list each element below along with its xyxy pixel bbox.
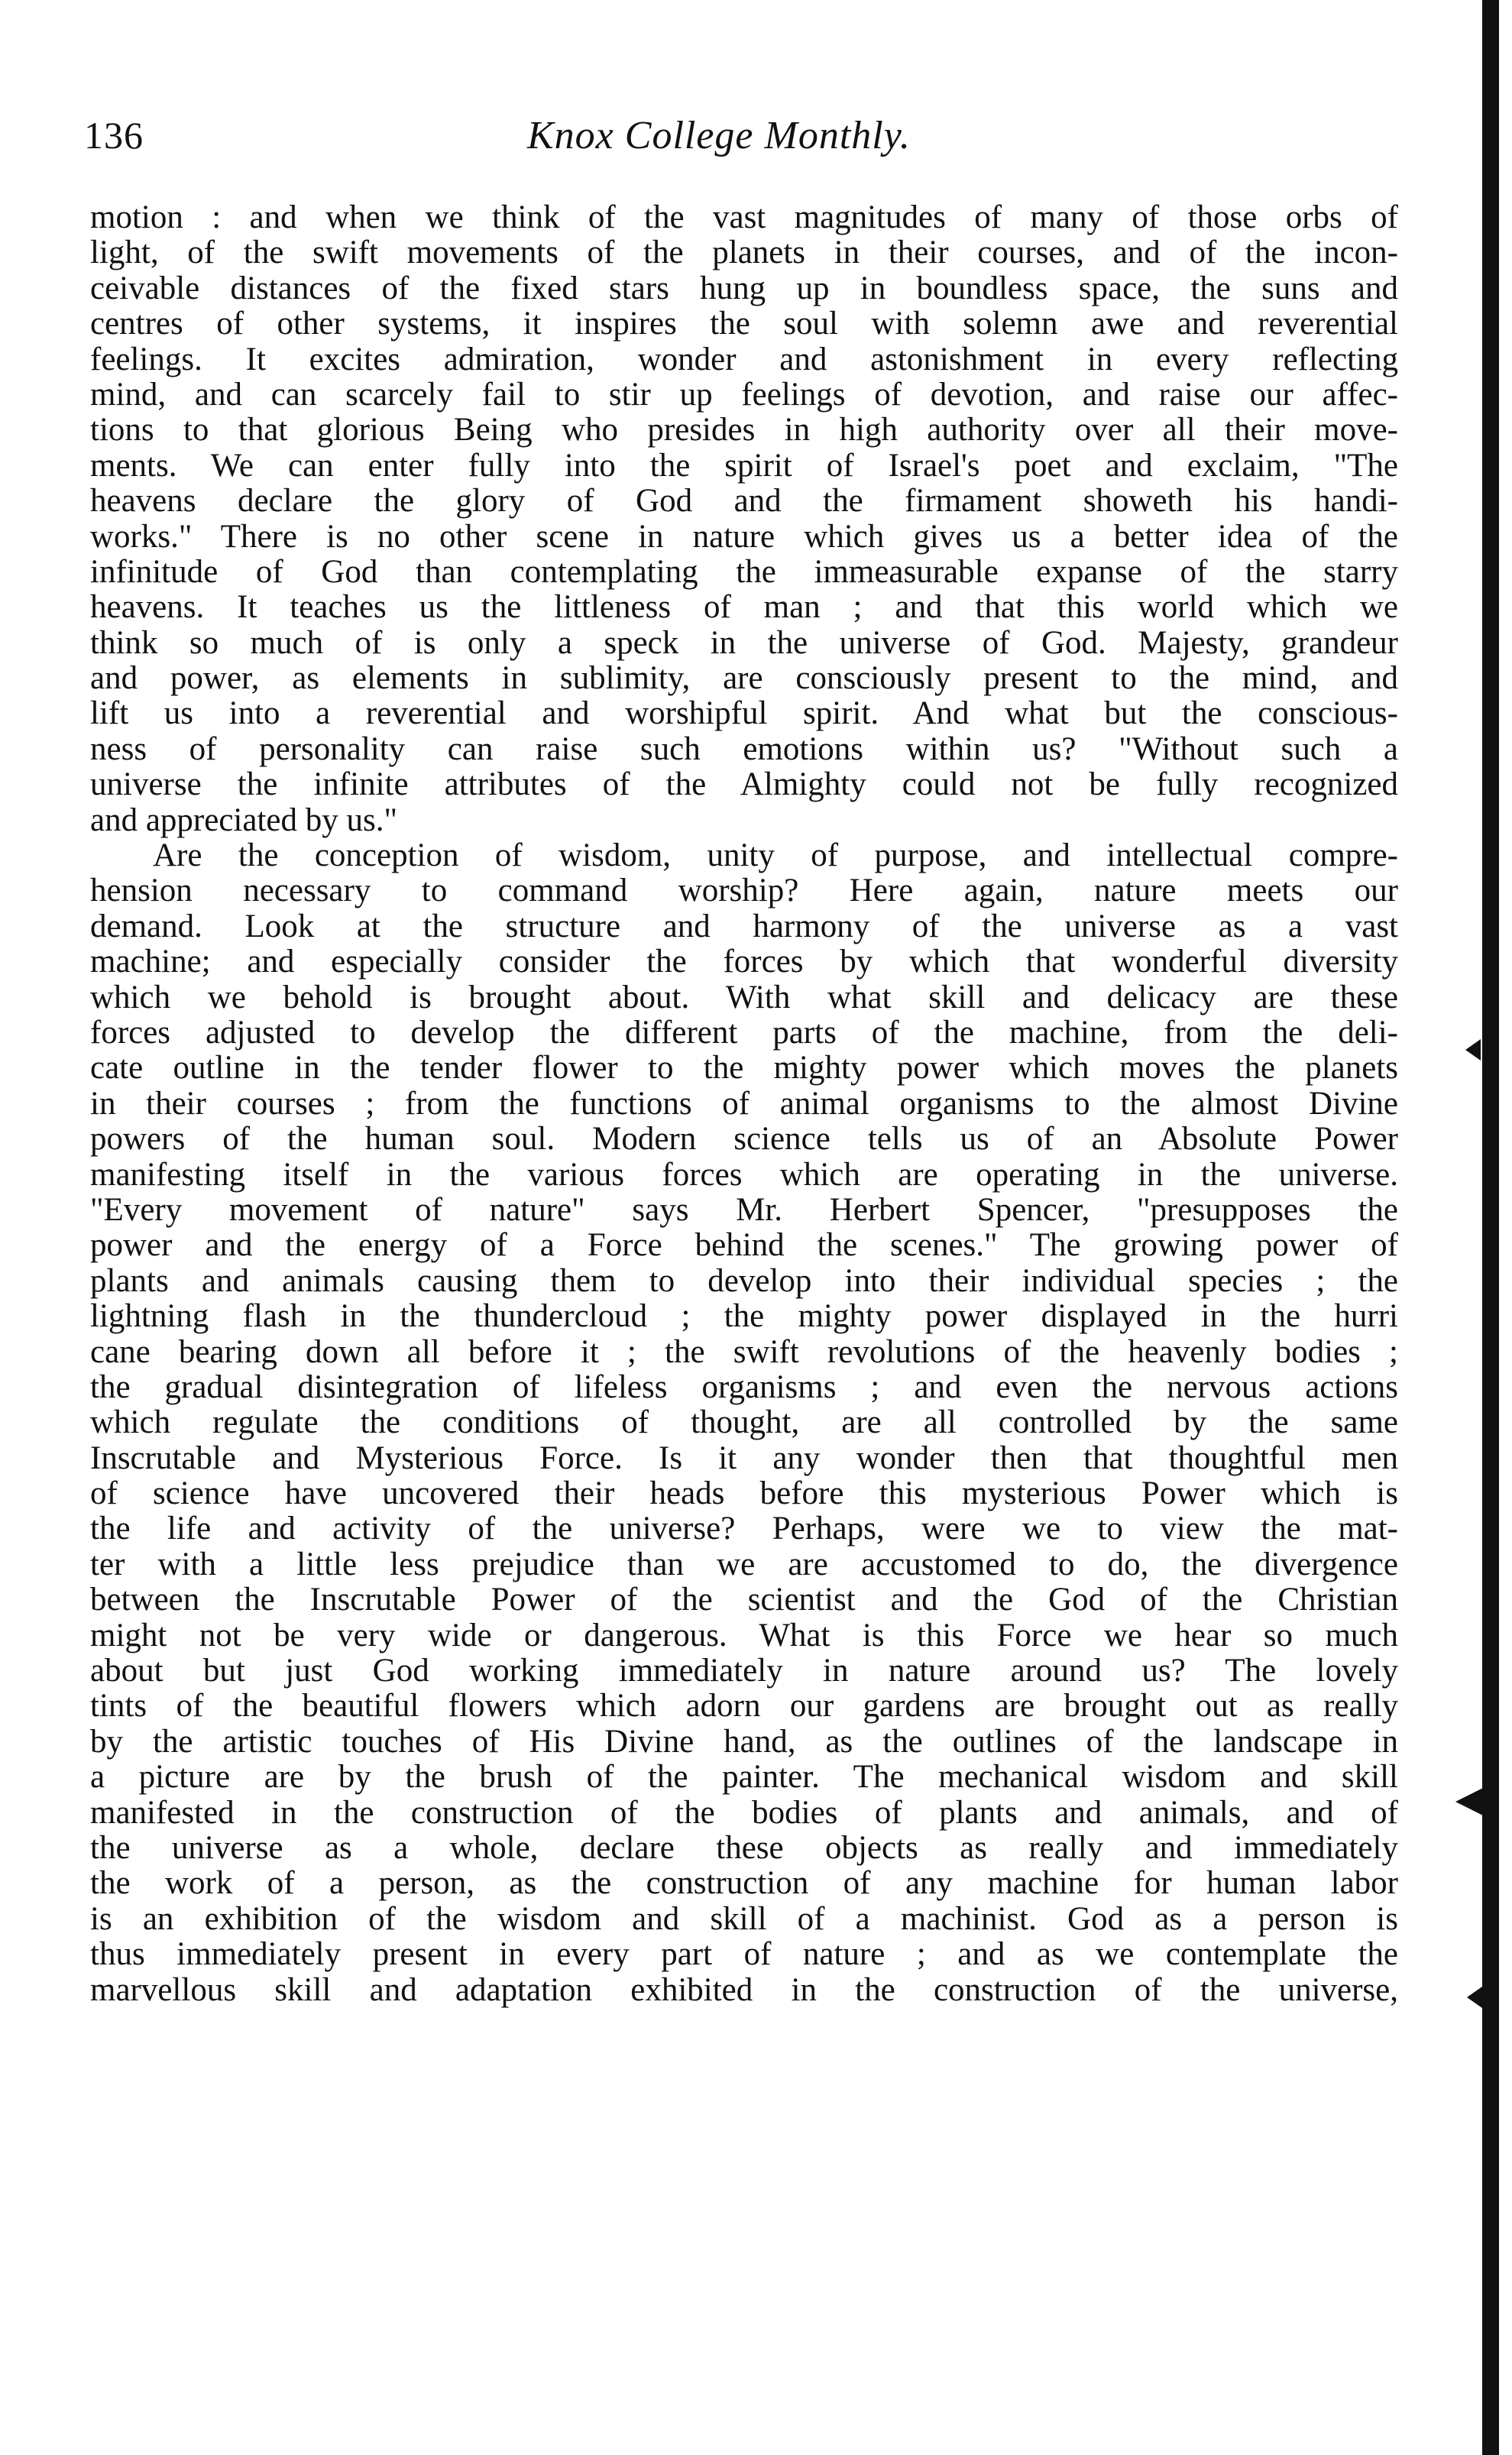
text-line: ceivable distances of the fixed stars hung up in boundless space, the suns and	[90, 270, 1398, 306]
edge-mark	[1455, 1788, 1483, 1815]
text-line: power and the energy of a Force behind the scenes." The growing power of	[90, 1228, 1398, 1264]
page-edge-shadow	[1482, 0, 1499, 2455]
text-line: which regulate the conditions of thought, are all controlled by the same	[90, 1405, 1398, 1441]
text-line: demand. Look at the structure and harmony of the universe as a vast	[90, 908, 1398, 944]
text-line: between the Inscrutable Power of the scientist and the God of the Christian	[90, 1582, 1398, 1618]
text-line: marvellous skill and adaptation exhibited in the construction of the universe,	[90, 1972, 1398, 2008]
text-line: by the artistic touches of His Divine hand, as the outlines of the landscape in	[90, 1724, 1398, 1760]
text-line: Inscrutable and Mysterious Force. Is it any wonder then that thoughtful men	[90, 1440, 1398, 1476]
text-line: cate outline in the tender flower to the mighty power which moves the planets	[90, 1051, 1398, 1087]
text-line: hension necessary to command worship? Here again, nature meets our	[90, 873, 1398, 909]
text-line: motion : and when we think of the vast magnitudes of many of those orbs of	[90, 200, 1398, 235]
text-line: forces adjusted to develop the different parts of the machine, from the deli-	[90, 1015, 1398, 1051]
text-line: is an exhibition of the wisdom and skill of a machinist. God as a person is	[90, 1901, 1398, 1937]
text-line: cane bearing down all before it ; the swift revolutions of the heavenly bodies ;	[90, 1334, 1398, 1370]
running-title: Knox College Monthly.	[527, 114, 911, 157]
text-line: heavens declare the glory of God and the firmament showeth his handi-	[90, 484, 1398, 520]
text-line: lift us into a reverential and worshipful spirit. And what but the conscious-	[90, 696, 1398, 732]
text-line: universe the infinite attributes of the Almighty could not be fully recognized	[90, 767, 1398, 803]
text-line: and appreciated by us."	[90, 802, 398, 838]
text-line: lightning flash in the thundercloud ; the mighty power displayed in the hurri	[90, 1299, 1398, 1335]
text-line: the universe as a whole, declare these objects as really and immediately	[90, 1830, 1398, 1866]
text-line: manifesting itself in the various forces which are operating in the universe.	[90, 1157, 1398, 1193]
text-line: thus immediately present in every part of nature ; and as we contemplate the	[90, 1937, 1398, 1973]
body-text	[90, 200, 1398, 2008]
text-line: powers of the human soul. Modern science tells us of an Absolute Power	[90, 1122, 1398, 1158]
text-line: which we behold is brought about. With what skill and delicacy are these	[90, 980, 1398, 1015]
text-line: the life and activity of the universe? Perhaps, were we to view the mat-	[90, 1511, 1398, 1547]
edge-mark	[1465, 1039, 1481, 1061]
text-line: feelings. It excites admiration, wonder and astonishment in every reflecting	[90, 342, 1398, 377]
text-line: might not be very wide or dangerous. What is this Force we hear so much	[90, 1618, 1398, 1653]
text-line: ter with a little less prejudice than we are accustomed to do, the divergence	[90, 1547, 1398, 1582]
text-line: a picture are by the brush of the painter. The mechanical wisdom and skill	[90, 1760, 1398, 1796]
text-line: about but just God working immediately in nature around us? The lovely	[90, 1653, 1398, 1689]
text-line: infinitude of God than contemplating the immeasurable expanse of the starry	[90, 554, 1398, 590]
text-line: light, of the swift movements of the planets in their courses, and of the incon-	[90, 235, 1398, 271]
page-number: 136	[84, 114, 144, 157]
text-line: tints of the beautiful flowers which adorn our gardens are brought out as really	[90, 1689, 1398, 1725]
text-line: mind, and can scarcely fail to stir up feelings of devotion, and raise our affec-	[90, 377, 1398, 413]
text-line: the gradual disintegration of lifeless organisms ; and even the nervous actions	[90, 1369, 1398, 1405]
text-line: and power, as elements in sublimity, are consciously present to the mind, and	[90, 661, 1398, 697]
text-line: works." There is no other scene in nature which gives us a better idea of the	[90, 519, 1398, 555]
text-line: Are the conception of wisdom, unity of purpose, and intellectual compre-	[153, 838, 1398, 874]
text-line: think so much of is only a speck in the universe of God. Majesty, grandeur	[90, 625, 1398, 661]
text-line: "Every movement of nature" says Mr. Herbert Spencer, "presupposes the	[90, 1192, 1398, 1228]
text-line: ments. We can enter fully into the spirit of Israel's poet and exclaim, "The	[90, 448, 1398, 484]
text-line: plants and animals causing them to develop into their individual species ; the	[90, 1263, 1398, 1299]
edge-mark	[1467, 1987, 1482, 2008]
text-line: the work of a person, as the construction of any machine for human labor	[90, 1866, 1398, 1902]
text-line: ness of personality can raise such emotions within us? "Without such a	[90, 731, 1398, 767]
text-line: in their courses ; from the functions of animal organisms to the almost Divine	[90, 1086, 1398, 1122]
text-line: machine; and especially consider the forces by which that wonderful diversity	[90, 944, 1398, 980]
page-header	[84, 113, 1383, 174]
text-line: centres of other systems, it inspires the soul with solemn awe and reverential	[90, 306, 1398, 342]
text-line: heavens. It teaches us the littleness of man ; and that this world which we	[90, 590, 1398, 626]
text-line: of science have uncovered their heads before this mysterious Power which is	[90, 1476, 1398, 1512]
text-line: tions to that glorious Being who presides in high authority over all their move-	[90, 413, 1398, 449]
text-line: manifested in the construction of the bodies of plants and animals, and of	[90, 1795, 1398, 1831]
